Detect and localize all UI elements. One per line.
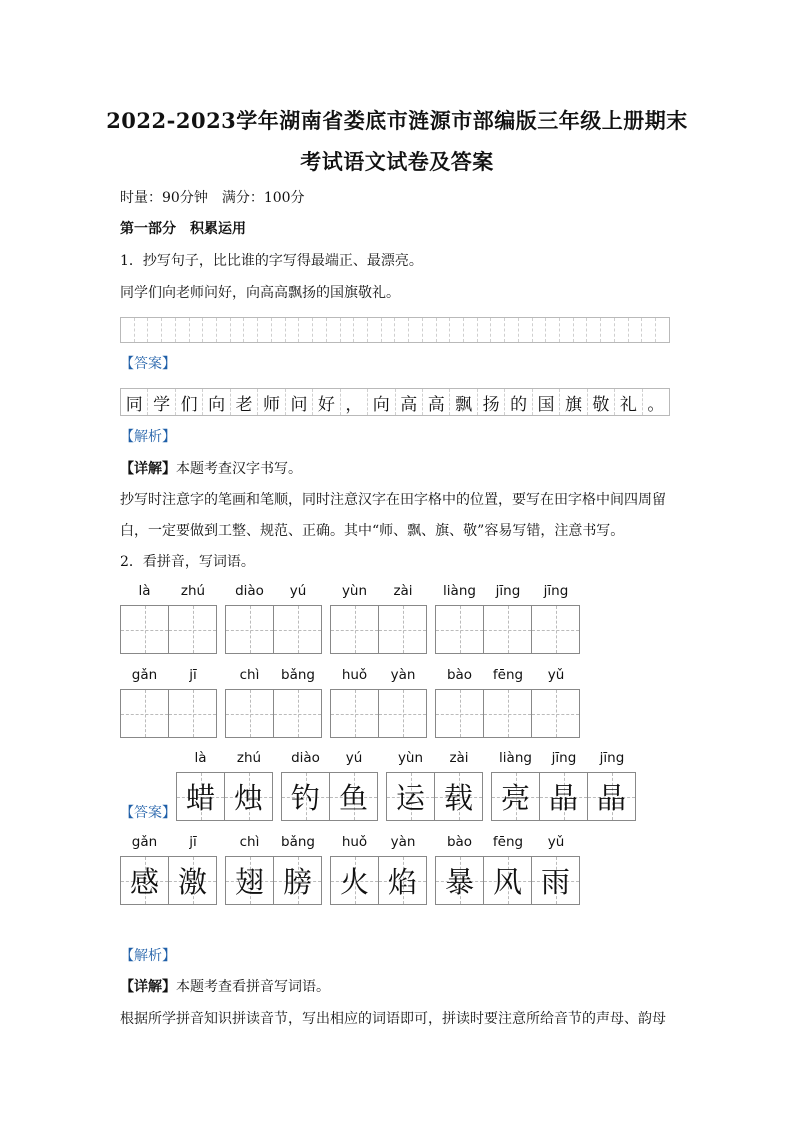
answer-char-box: [484, 856, 532, 905]
answer-char-box: [176, 772, 225, 821]
blank-cell: [354, 318, 368, 342]
answer-char: 晶: [548, 781, 578, 815]
answer-char-box: [532, 856, 580, 905]
blank-char-box: [330, 689, 379, 738]
answer-char: 亮: [500, 781, 530, 815]
answer-char-cell: 。: [647, 394, 665, 415]
q2-blank-row1: [120, 583, 580, 654]
answer-char-cell: 高: [423, 389, 450, 415]
q1-explain-line2: 白，一定要做到工整、规范、正确。其中“师、飘、旗、敬”容易写错，注意书写。: [120, 523, 625, 539]
blank-cell: [231, 318, 245, 342]
answer-char: 晶: [596, 781, 626, 815]
blank-cell: [574, 318, 588, 342]
word-group: [225, 667, 322, 738]
answer-char-cell: 敬: [588, 389, 615, 415]
answer-char-cell: 国: [533, 389, 560, 415]
pinyin-syllable: gǎn: [131, 667, 158, 683]
answer-char-cell: 飘: [450, 389, 477, 415]
answer-char: 翅: [234, 865, 264, 899]
q2-analysis-label: 【解析】: [120, 948, 176, 964]
blank-cell: [121, 318, 135, 342]
blank-cell: [217, 318, 231, 342]
blank-char-box: [379, 605, 427, 654]
blank-char-box: [225, 689, 274, 738]
pinyin-syllable: yùn: [341, 583, 368, 599]
blank-cell: [423, 318, 437, 342]
blank-char-box: [169, 689, 217, 738]
answer-char-box: [169, 856, 217, 905]
blank-cell: [341, 318, 355, 342]
blank-cell: [299, 318, 313, 342]
answer-char: 膀: [282, 865, 312, 899]
pinyin-syllable: jīng: [543, 583, 569, 599]
blank-cell: [286, 318, 300, 342]
blank-cell: [148, 318, 162, 342]
blank-char-box: [435, 689, 484, 738]
answer-char-box: [330, 772, 378, 821]
blank-cell: [546, 318, 560, 342]
word-group: [386, 750, 483, 821]
blank-cell: [560, 318, 574, 342]
pinyin-syllable: jīng: [495, 583, 521, 599]
q2-detail-label: 【详解】: [120, 979, 176, 995]
answer-char-box: [225, 772, 273, 821]
answer-char: 钓: [290, 781, 320, 815]
pinyin-syllable: yú: [345, 750, 363, 766]
answer-char-cell: 好: [313, 389, 340, 415]
pinyin-syllable: diào: [235, 583, 264, 599]
answer-char-cell: 向: [203, 389, 230, 415]
q2-blank-row2: [120, 667, 580, 738]
pinyin-syllable: jī: [189, 667, 197, 683]
pinyin-syllable: jī: [189, 834, 197, 850]
answer-char: 激: [177, 865, 207, 899]
pinyin-syllable: bào: [446, 834, 473, 850]
page-title-line1: 2022-2023学年湖南省娄底市涟源市部编版三年级上册期末: [106, 108, 688, 133]
q1-answer-label: 【答案】: [120, 356, 176, 372]
blank-cell: [258, 318, 272, 342]
word-group: [176, 750, 273, 821]
word-group: [435, 667, 580, 738]
answer-char-box: [274, 856, 322, 905]
answer-char-box: [491, 772, 540, 821]
answer-char-cell: 老: [231, 389, 258, 415]
q1-detail-label: 【详解】: [120, 461, 176, 477]
word-group: [225, 583, 322, 654]
blank-writing-strip: [120, 317, 670, 343]
pinyin-syllable: chì: [239, 834, 260, 850]
word-group: [435, 583, 580, 654]
answer-char-cell: 旗: [560, 389, 587, 415]
q2-answer-row2: [120, 834, 580, 905]
pinyin-syllable: liàng: [499, 750, 532, 766]
answer-char-cell: 问: [286, 389, 313, 415]
pinyin-syllable: bǎng: [281, 667, 315, 683]
blank-cell: [313, 318, 327, 342]
blank-char-box: [274, 605, 322, 654]
q2-answer-label: 【答案】: [120, 805, 176, 821]
blank-cell: [464, 318, 478, 342]
pinyin-syllable: là: [138, 583, 151, 599]
blank-char-box: [169, 605, 217, 654]
blank-char-box: [379, 689, 427, 738]
pinyin-syllable: bǎng: [281, 834, 315, 850]
blank-cell: [272, 318, 286, 342]
blank-cell: [450, 318, 464, 342]
blank-cell: [190, 318, 204, 342]
blank-char-box: [120, 689, 169, 738]
blank-cell: [533, 318, 547, 342]
blank-char-box: [330, 605, 379, 654]
q2-detail: [120, 976, 330, 996]
pinyin-syllable: zhú: [236, 750, 262, 766]
word-group: [120, 667, 217, 738]
q2-answer-row1: [176, 750, 636, 821]
answer-char-box: [379, 856, 427, 905]
q1-detail: [120, 458, 302, 478]
answer-char: 鱼: [338, 781, 368, 815]
answer-char-cell: 礼: [615, 389, 642, 415]
pinyin-syllable: yǔ: [547, 667, 565, 683]
blank-char-box: [532, 689, 580, 738]
blank-cell: [491, 318, 505, 342]
pinyin-syllable: là: [194, 750, 207, 766]
blank-cell: [478, 318, 492, 342]
blank-cell: [327, 318, 341, 342]
answer-char-cell: 师: [258, 389, 285, 415]
blank-cell: [382, 318, 396, 342]
pinyin-syllable: chì: [239, 667, 260, 683]
section-heading: 第一部分 积累运用: [120, 221, 246, 237]
q2-detail-text: 本题考查看拼音写词语。: [176, 979, 330, 995]
answer-char: 运: [395, 781, 425, 815]
answer-char: 焰: [387, 865, 417, 899]
pinyin-syllable: yàn: [390, 667, 416, 683]
answer-char-cell: ，: [341, 389, 368, 415]
pinyin-syllable: jīng: [551, 750, 577, 766]
pinyin-syllable: yàn: [390, 834, 416, 850]
answer-char: 火: [339, 865, 369, 899]
blank-cell: [437, 318, 451, 342]
answer-char: 蜡: [185, 781, 215, 815]
blank-char-box: [225, 605, 274, 654]
blank-cell: [135, 318, 149, 342]
blank-char-box: [484, 605, 532, 654]
question-1-sentence: 同学们向老师问好，向高高飘扬的国旗敬礼。: [120, 285, 400, 301]
q2-explain-line1: 根据所学拼音知识拼读音节，写出相应的词语即可，拼读时要注意所给音节的声母、韵母: [120, 1011, 666, 1027]
blank-char-box: [120, 605, 169, 654]
exam-meta: 时量：90分钟 满分：100分: [120, 190, 305, 206]
word-group: [330, 667, 427, 738]
q1-explain-line1: 抄写时注意字的笔画和笔顺，同时注意汉字在田字格中的位置，要写在田字格中间四周留: [120, 492, 666, 508]
pinyin-syllable: zài: [393, 583, 413, 599]
question-1-stem: 1．抄写句子，比比谁的字写得最端正、最漂亮。: [120, 253, 423, 269]
blank-char-box: [484, 689, 532, 738]
answer-char-box: [435, 772, 483, 821]
answer-char-cell: 的: [505, 389, 532, 415]
word-group: [120, 834, 217, 905]
answer-char-cell: 向: [368, 389, 395, 415]
blank-char-box: [532, 605, 580, 654]
answer-char-box: [330, 856, 379, 905]
pinyin-syllable: gǎn: [131, 834, 158, 850]
answer-char-box: [435, 856, 484, 905]
answer-char: 雨: [540, 865, 570, 899]
word-group: [330, 834, 427, 905]
blank-cell: [642, 318, 656, 342]
blank-char-box: [274, 689, 322, 738]
pinyin-syllable: zài: [449, 750, 469, 766]
word-group: [225, 834, 322, 905]
word-group: [281, 750, 378, 821]
blank-cell: [629, 318, 643, 342]
blank-cell: [244, 318, 258, 342]
question-2-stem: 2．看拼音，写词语。: [120, 554, 255, 570]
blank-cell: [656, 318, 669, 342]
answer-char-box: [386, 772, 435, 821]
page-title-line2: 考试语文试卷及答案: [300, 149, 494, 174]
answer-char: 风: [492, 865, 522, 899]
pinyin-syllable: diào: [291, 750, 320, 766]
pinyin-syllable: bào: [446, 667, 473, 683]
answer-char-box: [281, 772, 330, 821]
answer-char: 烛: [233, 781, 263, 815]
q1-detail-text: 本题考查汉字书写。: [176, 461, 302, 477]
blank-cell: [162, 318, 176, 342]
blank-cell: [601, 318, 615, 342]
word-group: [330, 583, 427, 654]
answer-char: 感: [129, 865, 159, 899]
pinyin-syllable: huǒ: [341, 834, 368, 850]
answer-char-box: [588, 772, 636, 821]
answer-char-box: [540, 772, 588, 821]
answer-char-cell: 们: [176, 389, 203, 415]
blank-cell: [368, 318, 382, 342]
blank-cell: [587, 318, 601, 342]
pinyin-syllable: yǔ: [547, 834, 565, 850]
blank-cell: [176, 318, 190, 342]
answer-char-cell: 学: [148, 389, 175, 415]
pinyin-syllable: zhú: [180, 583, 206, 599]
word-group: [120, 583, 217, 654]
answer-char-box: [225, 856, 274, 905]
blank-cell: [519, 318, 533, 342]
blank-cell: [409, 318, 423, 342]
answer-char: 暴: [444, 865, 474, 899]
word-group: [435, 834, 580, 905]
answer-char-cell: 扬: [478, 389, 505, 415]
pinyin-syllable: fēng: [492, 834, 524, 850]
pinyin-syllable: fēng: [492, 667, 524, 683]
q1-answer-strip: [120, 388, 670, 416]
pinyin-syllable: huǒ: [341, 667, 368, 683]
blank-cell: [615, 318, 629, 342]
pinyin-syllable: jīng: [599, 750, 625, 766]
pinyin-syllable: liàng: [443, 583, 476, 599]
answer-char: 载: [443, 781, 473, 815]
answer-char-box: [120, 856, 169, 905]
answer-char-cell: 同: [121, 389, 148, 415]
pinyin-syllable: yú: [289, 583, 307, 599]
word-group: [491, 750, 636, 821]
q1-analysis-label: 【解析】: [120, 429, 176, 445]
blank-cell: [395, 318, 409, 342]
answer-char-cell: 高: [396, 389, 423, 415]
blank-cell: [203, 318, 217, 342]
pinyin-syllable: yùn: [397, 750, 424, 766]
blank-char-box: [435, 605, 484, 654]
blank-cell: [505, 318, 519, 342]
